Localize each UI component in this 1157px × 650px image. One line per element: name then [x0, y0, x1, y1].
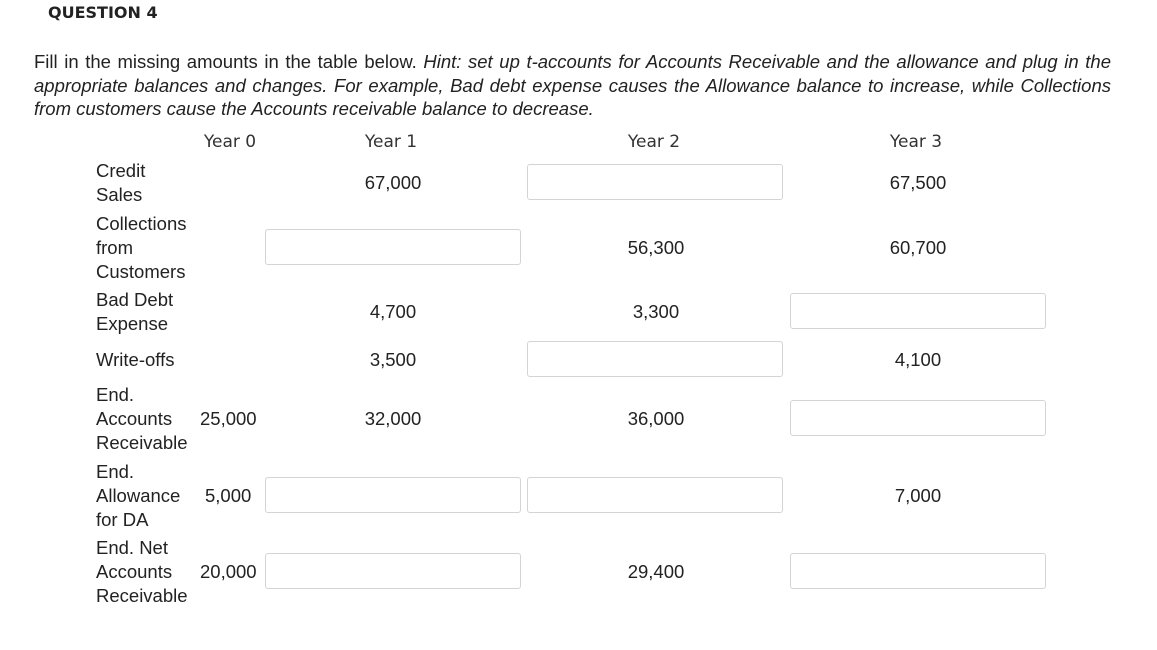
- write-offs-year-1-value: 3,500: [369, 349, 417, 370]
- end-net-ar-year-2-value: 29,400: [627, 561, 685, 582]
- write-offs-year-2-input[interactable]: [527, 341, 783, 377]
- end-ar-year-2-value: 36,000: [627, 408, 685, 429]
- column-header-year-1: Year 1: [364, 132, 418, 152]
- end-allowance-year-0-value: 5,000: [205, 485, 252, 506]
- collections-year-1-input[interactable]: [265, 229, 521, 265]
- column-header-year-2: Year 2: [627, 132, 681, 152]
- question-heading: QUESTION 4: [48, 3, 158, 22]
- end-ar-year-0-value: 25,000: [200, 408, 257, 429]
- end-allowance-year-2-input[interactable]: [527, 477, 783, 513]
- end-ar-year-3-input[interactable]: [790, 400, 1046, 436]
- collections-year-2-value: 56,300: [627, 237, 685, 258]
- row-label-collections: Collections from Customers: [96, 213, 187, 282]
- bad-debt-year-1-value: 4,700: [369, 301, 417, 322]
- bad-debt-year-2-value: 3,300: [632, 301, 680, 322]
- instructions-plain: Fill in the missing amounts in the table below.: [34, 51, 424, 72]
- collections-year-3-value: 60,700: [889, 237, 947, 258]
- write-offs-year-3-value: 4,100: [894, 349, 942, 370]
- end-net-ar-year-0-value: 20,000: [200, 561, 257, 582]
- column-header-year-3: Year 3: [889, 132, 943, 152]
- bad-debt-year-3-input[interactable]: [790, 293, 1046, 329]
- row-label-end-allowance: End. Allowance for DA: [96, 461, 181, 530]
- end-net-ar-year-1-input[interactable]: [265, 553, 521, 589]
- row-label-write-offs: Write-offs: [96, 349, 175, 370]
- instructions-hint: Hint: set up t-accounts for Accounts Receivable and the allowance and plug in the appropriate balances and changes. For example, Bad debt expense causes the Allowance balance to increase, while Collections from customers cause the Accounts receivable balance to decrease.: [34, 51, 1111, 119]
- end-ar-year-1-value: 32,000: [364, 408, 422, 429]
- end-allowance-year-3-value: 7,000: [894, 485, 942, 506]
- credit-sales-year-1-value: 67,000: [364, 172, 422, 193]
- end-allowance-year-1-input[interactable]: [265, 477, 521, 513]
- row-label-credit-sales: Credit Sales: [96, 160, 146, 205]
- end-net-ar-year-3-input[interactable]: [790, 553, 1046, 589]
- credit-sales-year-3-value: 67,500: [889, 172, 947, 193]
- row-label-end-net-ar: End. Net Accounts Receivable: [96, 537, 188, 606]
- row-label-bad-debt-expense: Bad Debt Expense: [96, 289, 174, 334]
- row-label-end-accounts-receivable: End. Accounts Receivable: [96, 384, 188, 453]
- column-header-year-0: Year 0: [203, 132, 257, 152]
- credit-sales-year-2-input[interactable]: [527, 164, 783, 200]
- instructions-text: [34, 50, 1111, 121]
